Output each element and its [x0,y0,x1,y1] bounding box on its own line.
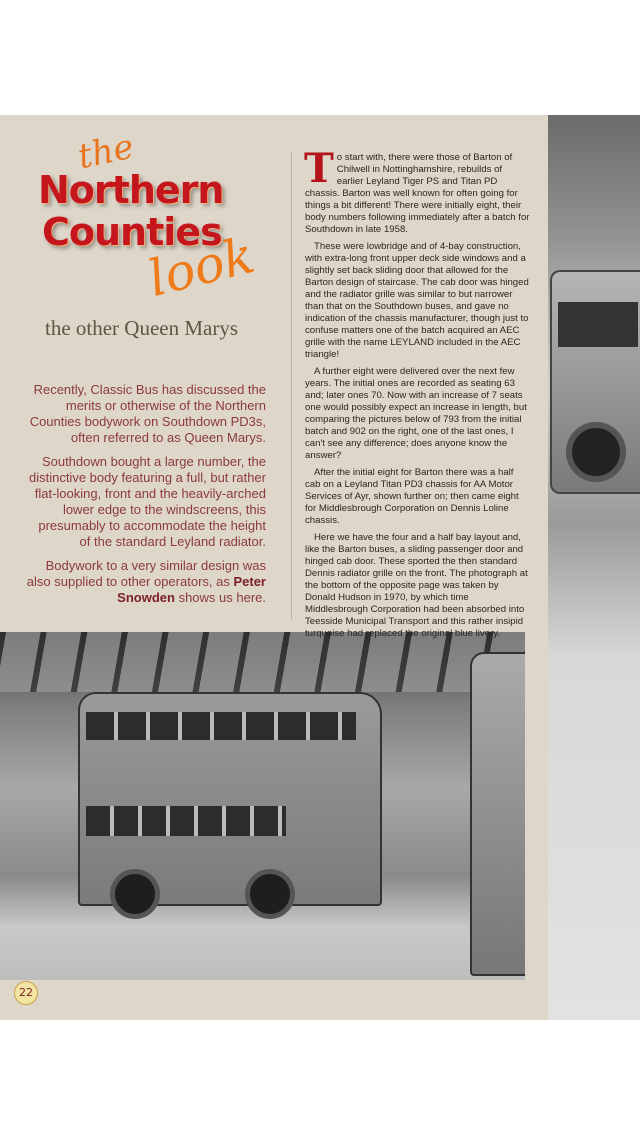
intro-paragraph: Bodywork to a very similar design was also supplied to other operators, as Peter Snowden shows us here. [26,558,266,605]
drop-cap: T [304,145,334,192]
body-paragraph: Here we have the four and a half bay layout and, like the Barton buses, a sliding passenger door and hinged cab door. These sported the then standard Dennis radiator grille on the front. The photograph at the bottom of the opposite page was taken by Donald Hudson in 1970, by which time Middlesbrough Corporation had been absorbed into Teesside Municipal Transport and this rather insipid turquoise had replaced the original blue livery. [305,532,528,639]
intro-paragraph: Southdown bought a large number, the distinctive body featuring a full, but rather flat-looking, front and the heavily-arched lower edge to the windscreens, this presumably to accommodate the height of the standard Leyland radiator. [28,454,266,549]
title-northern: Northern [38,168,224,212]
body-paragraph: A further eight were delivered over the next few years. The initial ones are recorded as seating 63 and; later ones 70. Now with an increase of 7 seats one would possibly expect an increase in length, but comparing the pictures below of 793 from the initial batch and 902 on the right, one of the last ones, I can't see any difference; does anyone know the answer? [305,366,527,461]
article-body [304,145,531,645]
body-paragraph: After the initial eight for Barton there was a half cab on a Leyland Titan PD3 chassis for AA Motor Services of Ayr, shown further on; then came eight for Middlesbrough Corporation on Dennis Loline chassis. [305,467,519,526]
body-paragraph: To start with, there were those of Barton of Chilwell in Nottinghamshire, rebuilds of earlier Leyland Tiger PS and Titan PD chassis. Barton was well known for often going for things a bit different! There were initially eight, their body numbers following immediately after a batch for Southdown in late 1958. [304,145,530,235]
intro-paragraph: Recently, Classic Bus has discussed the merits or otherwise of the Northern Counties bodywork on Southdown PD3s, often referred to as Queen Marys. [29,382,266,445]
column-divider [291,152,292,620]
body-paragraph: These were lowbridge and of 4-bay construction, with extra-long front upper deck side windows and a slightly set back sliding door that allowed for the Barton design of staircase. The cab door was hinged and the radiator grille was similar to but narrower than that on the Southdown buses, and gave no indication of the chassis manufacturer, though just to confuse matters one of the batch acquired an AEC grille with the name LEYLAND included in the AEC triangle! [305,241,529,360]
article-title [30,126,280,310]
intro-text [26,382,266,614]
page-number: 22 [14,981,38,1005]
bus-depot-photo [0,632,525,980]
author-name: Peter Snowden [117,574,266,605]
second-bus [470,652,525,976]
double-decker-bus [78,692,382,906]
article-subtitle: the other Queen Marys [45,316,239,340]
bus-shape [550,270,640,494]
title-counties: Counties [42,210,222,254]
title-the: the [74,126,138,178]
bus-photo-right [548,115,640,1020]
title-look: look [142,225,260,309]
